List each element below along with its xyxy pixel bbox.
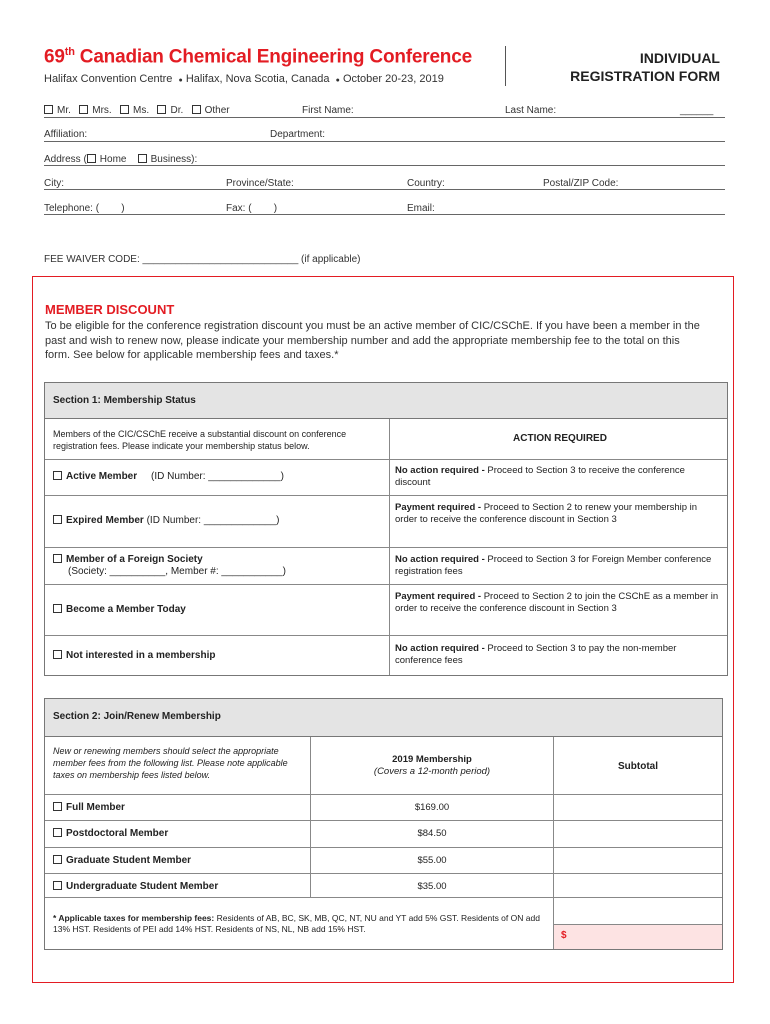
affiliation-label: Affiliation:	[44, 129, 88, 140]
fee-price-undergraduate: $35.00	[417, 881, 447, 892]
postal-label: Postal/ZIP Code:	[543, 178, 619, 189]
action-row-not-interested: No action required - Proceed to Section 3 to pay the non-member conference fees	[395, 643, 677, 666]
country-label: Country:	[407, 178, 445, 189]
title-other-checkbox[interactable]	[192, 105, 201, 114]
form-title: INDIVIDUAL REGISTRATION FORM	[570, 50, 720, 84]
fee-row-graduate[interactable]: Graduate Student Member	[53, 855, 308, 866]
title-ms-checkbox[interactable]	[120, 105, 129, 114]
section1-heading: Section 1: Membership Status	[45, 383, 727, 419]
conference-subtitle: Halifax Convention Centre ● Halifax, Nova Scotia, Canada ● October 20-23, 2019	[44, 73, 444, 85]
bullet-icon: ●	[335, 77, 340, 84]
address-home-checkbox[interactable]	[87, 154, 96, 163]
action-row-expired: Payment required - Proceed to Section 2 to renew your membership in order to receive the conference discount in Section 3	[395, 502, 698, 525]
title-dr-checkbox[interactable]	[157, 105, 166, 114]
last-name-label: Last Name:	[505, 105, 557, 116]
subtotal-header: Subtotal	[618, 761, 658, 772]
department-label: Department:	[270, 129, 326, 140]
contact-field-line[interactable]	[44, 214, 725, 215]
city-label: City:	[44, 178, 64, 189]
fee-price-graduate: $55.00	[417, 855, 447, 866]
fee-price-full-member: $169.00	[414, 802, 450, 813]
postdoctoral-checkbox[interactable]	[53, 828, 62, 837]
section1-table	[44, 382, 728, 676]
name-field-line[interactable]	[44, 117, 725, 118]
member-discount-title: MEMBER DISCOUNT	[45, 302, 175, 317]
address-business-checkbox[interactable]	[138, 154, 147, 163]
conference-title: 69th Canadian Chemical Engineering Conference	[44, 46, 472, 68]
status-row-become-member[interactable]: Become a Member Today	[53, 604, 383, 615]
active-member-checkbox[interactable]	[53, 471, 62, 480]
not-interested-checkbox[interactable]	[53, 650, 62, 659]
title-mrs-checkbox[interactable]	[79, 105, 88, 114]
province-label: Province/State:	[226, 178, 294, 189]
address-options: Address ( Home Business):	[44, 154, 198, 165]
fee-row-full-member[interactable]: Full Member	[53, 802, 308, 813]
header-divider	[505, 46, 506, 86]
status-row-not-interested[interactable]: Not interested in a membership	[53, 650, 383, 661]
fee-waiver-field[interactable]: FEE WAIVER CODE: ____________________________ (if applicable)	[44, 254, 361, 265]
section2-intro: New or renewing members should select the appropriate member fees from the following list. Please note applicable taxes on membership fees listed below.	[53, 746, 288, 780]
graduate-checkbox[interactable]	[53, 855, 62, 864]
section1-intro: Members of the CIC/CSChE receive a substantial discount on conference registration fees. Please indicate your membership status below.	[53, 429, 347, 451]
status-row-foreign[interactable]: Member of a Foreign Society (Society: __________, Member #: ___________)	[53, 554, 383, 578]
address-field-line[interactable]	[44, 165, 725, 166]
action-row-active: No action required - Proceed to Section 3 to receive the conference discount	[395, 465, 685, 488]
fee-row-undergraduate[interactable]: Undergraduate Student Member	[53, 881, 308, 892]
foreign-member-checkbox[interactable]	[53, 554, 62, 563]
member-discount-text: To be eligible for the conference registration discount you must be an active member of CIC/CSChE. If you have been a member in the past and wish to renew now, please indicate your membership number and add the appropriate membership fee to the total on this form. See below for applicable membership fees and taxes.*	[45, 320, 700, 361]
affiliation-field-line[interactable]	[44, 141, 725, 142]
bullet-icon: ●	[178, 77, 183, 84]
last-name-blank: ______	[680, 105, 714, 116]
fee-row-postdoctoral[interactable]: Postdoctoral Member	[53, 828, 308, 839]
telephone-label: Telephone: ( )	[44, 203, 125, 214]
full-member-checkbox[interactable]	[53, 802, 62, 811]
section2-heading: Section 2: Join/Renew Membership	[45, 699, 722, 737]
expired-member-checkbox[interactable]	[53, 515, 62, 524]
membership-column-header: 2019 Membership (Covers a 12-month period)	[373, 754, 491, 777]
status-row-expired[interactable]: Expired Member (ID Number: _____________)	[53, 515, 383, 526]
title-options: Mr. Mrs. Ms. Dr. Other	[44, 105, 230, 116]
city-field-line[interactable]	[44, 189, 725, 190]
fax-label: Fax: ( )	[226, 203, 278, 214]
first-name-label: First Name:	[302, 105, 354, 116]
action-row-become-member: Payment required - Proceed to Section 2 to join the CSChE as a member in order to receive the conference discount in Section 3	[395, 591, 719, 614]
action-required-header: ACTION REQUIRED	[513, 433, 607, 444]
section2-table	[44, 698, 723, 950]
email-label: Email:	[407, 203, 435, 214]
tax-note: * Applicable taxes for membership fees: Residents of AB, BC, SK, MB, QC, NT, NU and YT add 5% GST. Residents of ON add 13% HST. Residents of PEI add 14% HST. Residents of NS, NL, NB add 15% HST.	[53, 913, 540, 934]
fee-price-postdoctoral: $84.50	[417, 828, 447, 839]
action-row-foreign: No action required - Proceed to Section 3 for Foreign Member conference registration fees	[395, 554, 712, 577]
status-row-active[interactable]: Active Member (ID Number: _____________)	[53, 471, 383, 482]
title-mr-checkbox[interactable]	[44, 105, 53, 114]
membership-total-field[interactable]: $	[554, 925, 722, 949]
become-member-checkbox[interactable]	[53, 604, 62, 613]
undergraduate-checkbox[interactable]	[53, 881, 62, 890]
